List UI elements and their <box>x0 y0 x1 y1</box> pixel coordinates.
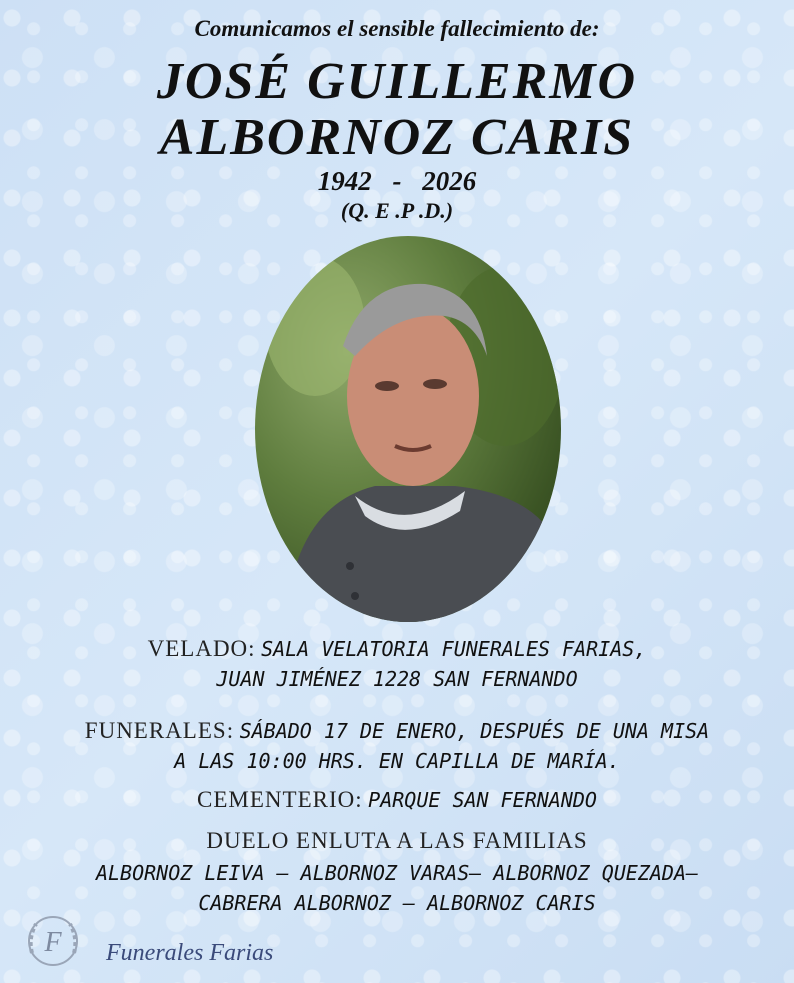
life-years: 1942 - 2026 <box>317 166 477 196</box>
familias-line-2: CABRERA ALBORNOZ – ALBORNOZ CARIS <box>198 891 596 915</box>
funerales-time: A LAS 10:00 HRS. EN CAPILLA DE MARÍA. <box>174 749 620 773</box>
qepd-text: (Q. E .P .D.) <box>340 198 454 223</box>
portrait-photo <box>255 236 561 622</box>
duelo-label: DUELO ENLUTA A LAS FAMILIAS <box>206 828 588 853</box>
laurel-wreath-icon <box>20 908 86 974</box>
familias-list <box>0 858 794 918</box>
velado-address: JUAN JIMÉNEZ 1228 SAN FERNANDO <box>216 667 578 691</box>
portrait-illustration <box>255 236 561 622</box>
velado-label: VELADO: <box>147 636 256 661</box>
cementerio-value: PARQUE SAN FERNANDO <box>368 788 597 812</box>
funeral-home-name: Funerales Farias <box>106 940 274 966</box>
cementerio-section <box>0 785 794 815</box>
funerales-date: SÁBADO 17 DE ENERO, DESPUÉS DE UNA MISA <box>239 719 710 743</box>
logo-letter: F <box>44 927 62 958</box>
deceased-name-first: JOSÉ GUILLERMO <box>156 53 638 110</box>
familias-line-1: ALBORNOZ LEIVA – ALBORNOZ VARAS– ALBORNOZ QUEZADA– <box>95 861 699 885</box>
funerales-label: FUNERALES: <box>84 718 235 743</box>
duelo-heading <box>0 826 794 856</box>
velado-section <box>0 634 794 694</box>
cementerio-label: CEMENTERIO: <box>197 787 363 812</box>
funeral-home-logo <box>20 908 86 974</box>
velado-place: SALA VELATORIA FUNERALES FARIAS, <box>261 637 647 661</box>
deceased-name-last: ALBORNOZ CARIS <box>159 109 635 166</box>
intro-text: Comunicamos el sensible fallecimiento de: <box>194 16 600 41</box>
funerales-section <box>0 716 794 776</box>
